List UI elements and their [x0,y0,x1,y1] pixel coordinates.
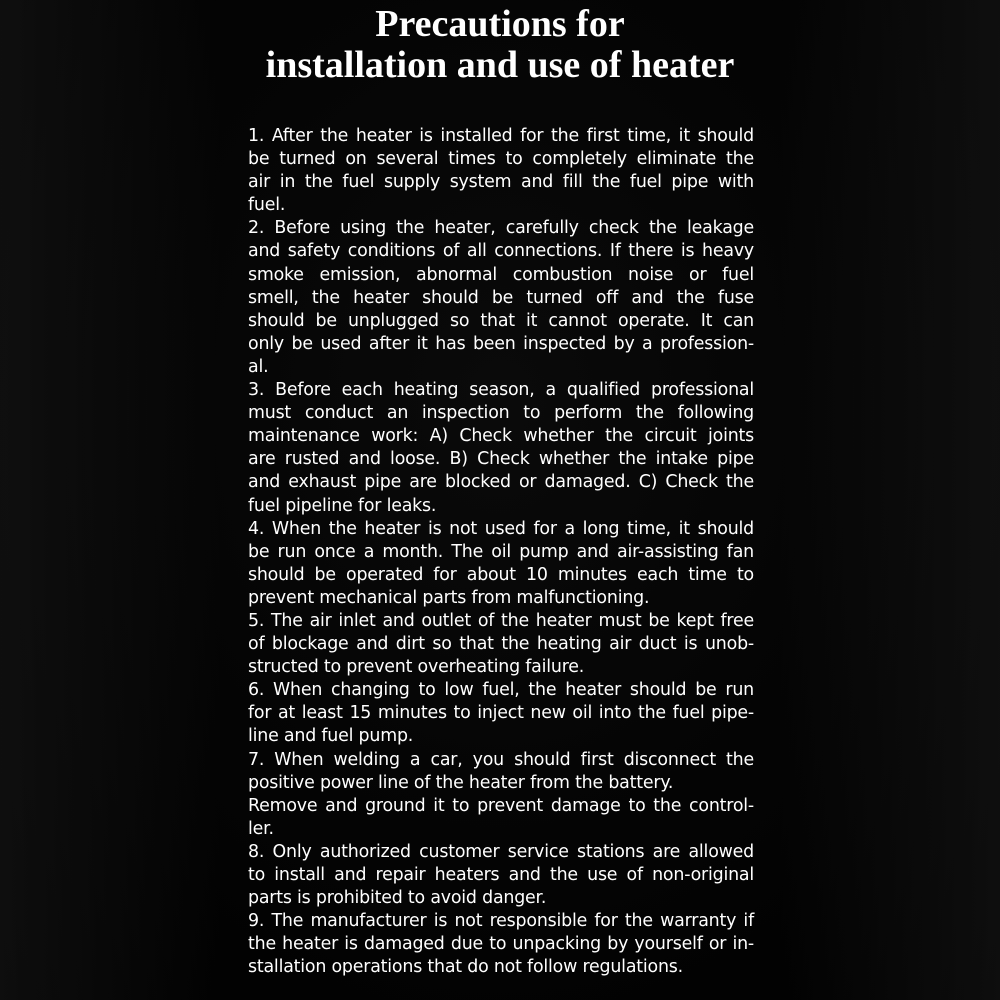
precaution-9-line: 9. The manufacturer is not responsible for the warranty if [248,911,754,932]
precaution-8-line: 8. Only authorized customer service stations are allowed [248,841,754,862]
precaution-1-line: air in the fuel supply system and fill the fuel pipe with [248,172,754,193]
precaution-9-line: stallation operations that do not follow regulations. [248,957,683,978]
precaution-item-5 [248,610,754,679]
precaution-4-line: should be operated for about 10 minutes each time to [248,564,754,585]
precaution-2-line: and safety conditions of all connections. If there is heavy [248,241,754,262]
precaution-7-line: 7. When welding a car, you should first disconnect the [248,749,754,770]
precaution-3-line: must conduct an inspection to perform the following [248,403,754,424]
title-line-1: Precautions for [375,3,625,45]
precaution-1-line: be turned on several times to completely eliminate the [248,149,754,170]
precaution-3-line: 3. Before each heating season, a qualified professional [248,380,754,401]
precaution-3-line: maintenance work: A) Check whether the circuit joints [248,426,754,447]
precaution-7-line: positive power line of the heater from the battery. [248,772,674,793]
precaution-1-line: fuel. [248,195,286,216]
background-vignette-right [780,0,1000,1000]
precaution-item-4 [248,518,754,610]
precaution-1-line: 1. After the heater is installed for the first time, it should [248,126,754,146]
precaution-2-line: smell, the heater should be turned off and the fuse [248,287,754,308]
precaution-7-line: Remove and ground it to prevent damage to the control- [248,795,754,816]
precaution-item-2 [248,217,754,379]
precaution-4-line: prevent mechanical parts from malfunctioning. [248,587,650,608]
precaution-4-line: 4. When the heater is not used for a long time, it should [248,518,754,539]
title-line-2: installation and use of heater [265,44,735,86]
precaution-7-line: ler. [248,818,274,839]
precaution-item-8 [248,841,754,910]
precaution-4-line: be run once a month. The oil pump and air-assisting fan [248,541,754,562]
precaution-6-line: 6. When changing to low fuel, the heater should be run [248,680,754,701]
precaution-2-line: should be unplugged so that it cannot operate. It can [248,310,754,331]
precaution-8-line: parts is prohibited to avoid danger. [248,888,547,909]
background-vignette-left [0,0,220,1000]
precaution-2-line: smoke emission, abnormal combustion noise or fuel [248,264,754,285]
precaution-3-line: are rusted and loose. B) Check whether the intake pipe [248,449,754,470]
page-title [0,4,1000,86]
precaution-5-line: of blockage and dirt so that the heating air duct is unob- [248,634,754,655]
precaution-item-3 [248,379,754,518]
precautions-list [248,125,754,979]
precaution-item-7 [248,749,754,841]
precaution-3-line: and exhaust pipe are blocked or damaged. C) Check the [248,472,754,493]
precaution-6-line: for at least 15 minutes to inject new oil into the fuel pipe- [248,703,754,724]
precaution-5-line: 5. The air inlet and outlet of the heater must be kept free [248,610,754,631]
precaution-8-line: to install and repair heaters and the use of non-original [248,865,754,885]
precaution-item-1 [248,125,754,217]
precaution-9-line: the heater is damaged due to unpacking by yourself or in- [248,934,754,955]
precaution-2-line: only be used after it has been inspected by a profession- [248,333,754,354]
precaution-6-line: line and fuel pump. [248,726,414,747]
precaution-5-line: structed to prevent overheating failure. [248,657,585,678]
precaution-2-line: al. [248,356,269,377]
precaution-item-6 [248,679,754,748]
precaution-2-line: 2. Before using the heater, carefully check the leakage [248,218,754,239]
precaution-3-line: fuel pipeline for leaks. [248,495,437,516]
precaution-item-9 [248,910,754,979]
